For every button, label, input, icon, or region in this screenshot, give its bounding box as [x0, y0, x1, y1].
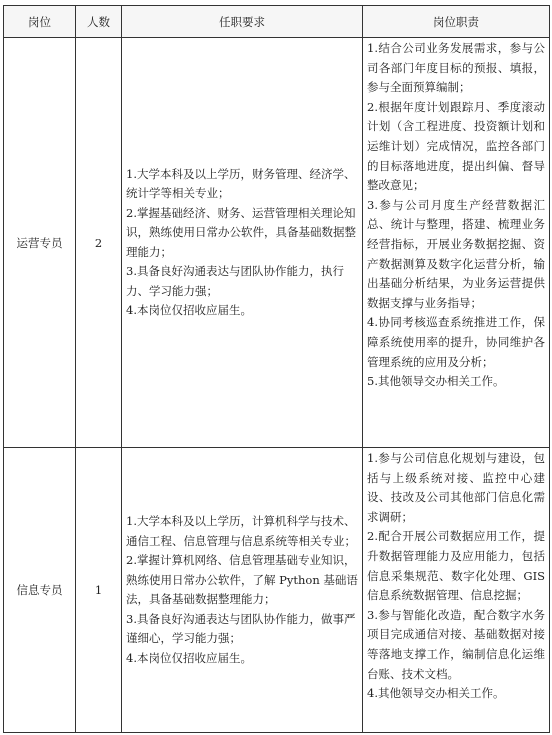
count-cell: 2 — [76, 38, 122, 448]
duty-item: 4.协同考核巡查系统推进工作，保障系统使用率的提升，协同维护各管理系统的应用及分析； — [367, 315, 545, 369]
duty-item: 1.参与公司信息化规划与建设，包括与上级系统对接、监控中心建设、技改及公司其他部门信息化需求调研； — [367, 451, 545, 524]
requirement-item: 2.掌握基础经济、财务、运营管理相关理论知识，熟练使用日常办公软件，具备基础数据整理能力； — [126, 205, 356, 259]
header-duties: 岗位职责 — [363, 6, 550, 38]
header-row — [4, 6, 550, 38]
position-cell: 运营专员 — [4, 38, 76, 448]
requirement-item: 1.大学本科及以上学历，计算机科学与技术、通信工程、信息管理与信息系统等相关专业； — [126, 514, 356, 548]
requirement-item: 3.具备良好沟通表达与团队协作能力，做事严谨细心，学习能力强； — [126, 611, 356, 645]
duty-item: 4.其他领导交办相关工作。 — [367, 686, 505, 701]
requirement-item: 4.本岗位仅招收应届生。 — [126, 303, 252, 317]
requirement-item: 4.本岗位仅招收应届生。 — [126, 650, 252, 665]
requirements-cell — [122, 448, 363, 733]
recruitment-table — [3, 5, 550, 733]
duty-item: 2.根据年度计划跟踪月、季度滚动计划（含工程进度、投资额计划和运维计划）完成情况，监控各部门的目标落地进度，提出纠偏、督导整改意见； — [367, 99, 545, 193]
requirement-item: 2.掌握计算机网络、信息管理基础专业知识，熟练使用日常办公软件，了解 Python 基础语法，具备基础数据整理能力； — [126, 553, 358, 606]
duties-cell — [363, 448, 550, 733]
duty-item: 5.其他领导交办相关工作。 — [367, 374, 505, 389]
table-row — [4, 38, 550, 448]
header-position: 岗位 — [4, 6, 76, 38]
duty-item: 3.参与公司月度生产经营数据汇总、统计与整理，搭建、梳理业务经营指标，开展业务数据挖掘、资产数据测算及数字化运营分析，输出基础分析结果，为业务运营提供数据支撑与业务指导； — [367, 197, 545, 310]
count-cell: 1 — [76, 448, 122, 733]
position-cell: 信息专员 — [4, 448, 76, 733]
requirement-item: 1.大学本科及以上学历，财务管理、经济学、统计学等相关专业； — [126, 166, 356, 200]
duty-item: 2.配合开展公司数据应用工作，提升数据管理能力及应用能力，包括信息采集规范、数字化处理、GIS 信息系统数据管理、信息挖掘； — [367, 529, 545, 603]
requirements-cell — [122, 38, 363, 448]
duties-cell — [363, 38, 550, 448]
table-row — [4, 448, 550, 733]
duty-item: 3.参与智能化改造，配合数字水务项目完成通信对接、基础数据对接等落地支撑工作，编制信息化运维台账、技术文档。 — [367, 607, 545, 681]
requirement-item: 3.具备良好沟通表达与团队协作能力，执行力、学习能力强； — [126, 264, 344, 298]
header-requirements: 任职要求 — [122, 6, 363, 38]
header-count: 人数 — [76, 6, 122, 38]
duty-item: 1.结合公司业务发展需求，参与公司各部门年度目标的预报、填报，参与全面预算编制； — [367, 41, 545, 95]
